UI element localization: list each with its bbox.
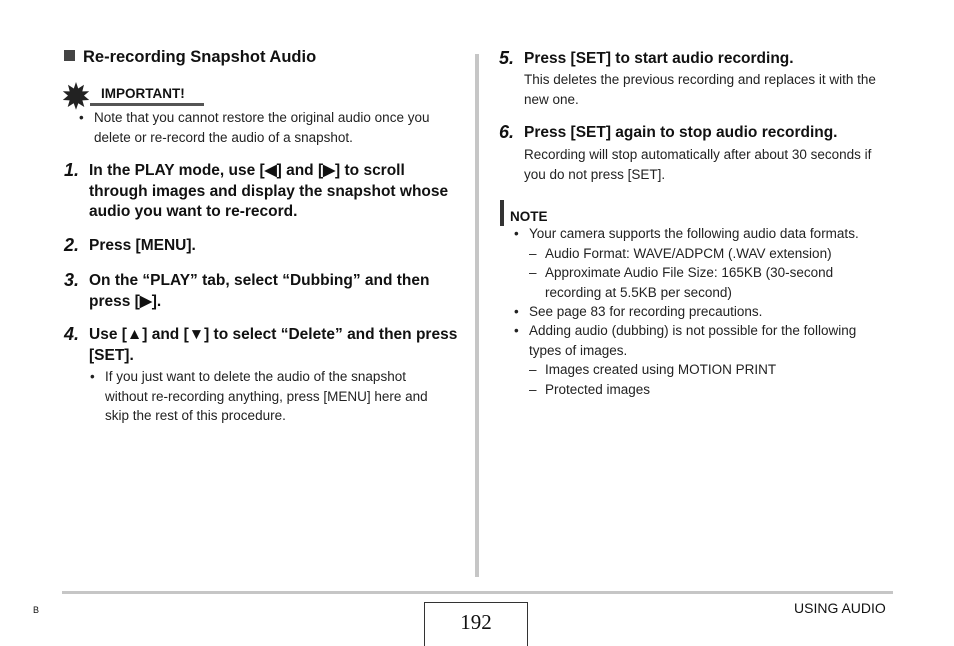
note-subitem: – Audio Format: WAVE/ADPCM (.WAV extension) [529,246,832,261]
step-text: Press [SET] again to stop audio recording. [524,124,838,141]
footer-corner-mark: B [33,605,40,615]
important-underline [90,103,204,106]
step-text: Press [SET] to start audio recording. [524,50,794,67]
note-bullet: • See page 83 for recording precautions. [529,302,889,322]
step-number: 3. [64,270,80,290]
step-number: 5. [499,48,515,68]
square-bullet-icon [64,50,75,61]
step-text: On the “PLAY” tab, select “Dubbing” and then press [▶]. [89,272,430,310]
bullet-dot-icon: • [514,226,519,241]
bullet-dot-icon: • [79,110,84,125]
note-subitem: – Images created using MOTION PRINT [529,362,777,377]
bullet-dot-icon: • [514,323,519,338]
step-text: Use [▲] and [▼] to select “Delete” and then press [SET]. [89,326,458,364]
important-label: IMPORTANT! [101,86,185,101]
column-divider [475,54,479,577]
step-text: Press [MENU]. [89,237,196,254]
step-number: 2. [64,235,80,255]
step-text: In the PLAY mode, use [◀] and [▶] to scroll through images and display the snapshot whose audio you want to re-record. [89,162,449,220]
note-subitem: – Protected images [529,382,651,397]
step-number: 6. [499,122,515,142]
note-bullet: • Your camera supports the following audio data formats. [529,224,889,244]
step-bullet: • If you just want to delete the audio of the snapshot without re-recording anything, press [MENU] here and skip the rest of this procedure. [90,369,428,423]
bullet-dot-icon: • [514,304,519,319]
page-number: 192 [424,602,528,646]
note-bullet: • Adding audio (dubbing) is not possible for the following types of images. [514,323,857,358]
important-bullet: • Note that you cannot restore the original audio once you delete or re-record the audio of a snapshot. [79,110,430,145]
starburst-icon [62,82,90,110]
note-subitem: – Approximate Audio File Size: 165KB (30-second recording at 5.5KB per second) [529,265,834,300]
note-label: NOTE [510,209,548,224]
bullet-dot-icon: • [90,369,95,384]
step-number: 4. [64,324,80,344]
section-title: Re-recording Snapshot Audio [64,48,316,67]
step-description: This deletes the previous recording and replaces it with the new one. [524,72,876,107]
step-number: 1. [64,160,80,180]
step-description: Recording will stop automatically after about 30 seconds if you do not press [SET]. [524,147,872,182]
note-marker [500,200,504,226]
footer-section-label: USING AUDIO [794,600,886,616]
footer-rule [62,591,893,594]
